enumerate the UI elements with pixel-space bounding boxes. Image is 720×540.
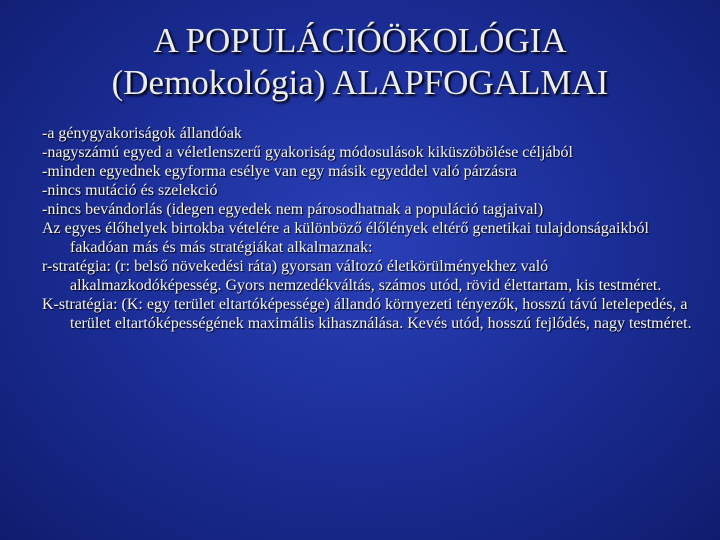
bullet-random-mating: -minden egyednek egyforma esélye van egy másik egyeddel való párzásra — [42, 163, 517, 180]
slide-body — [42, 124, 692, 333]
paragraph-k-strategy: K-stratégia: (K: egy terület eltartóképessége) állandó környezeti tényezők, hosszú távú letelepedés, a terület eltartóképességének maximális kihasználása. Kevés utód, hosszú fejlődés, nagy testméret. — [42, 296, 692, 332]
bullet-gene-frequencies: -a génygyakoriságok állandóak — [42, 125, 242, 142]
bullet-large-population: -nagyszámú egyed a véletlenszerű gyakoriság módosulások kiküszöbölése céljából — [42, 144, 573, 161]
bullet-no-migration: -nincs bevándorlás (idegen egyedek nem párosodhatnak a populáció tagjaival) — [42, 201, 544, 218]
paragraph-strategies-intro: Az egyes élőhelyek birtokba vételére a különböző élőlények eltérő genetikai tulajdonságaikból fakadóan más és más stratégiákat alkalmaznak: — [42, 220, 649, 256]
paragraph-r-strategy: r-stratégia: (r: belső növekedési ráta) gyorsan változó életkörülményekhez való alkalmazkodóképesség. Gyors nemzedékváltás, számos utód, rövid élettartam, kis testméret. — [42, 258, 662, 294]
slide-title — [0, 20, 720, 104]
bullet-no-mutation: -nincs mutáció és szelekció — [42, 182, 218, 199]
title-line-1: A POPULÁCIÓÖKOLÓGIA — [153, 21, 567, 60]
title-line-2: (Demokológia) ALAPFOGALMAI — [111, 63, 609, 102]
